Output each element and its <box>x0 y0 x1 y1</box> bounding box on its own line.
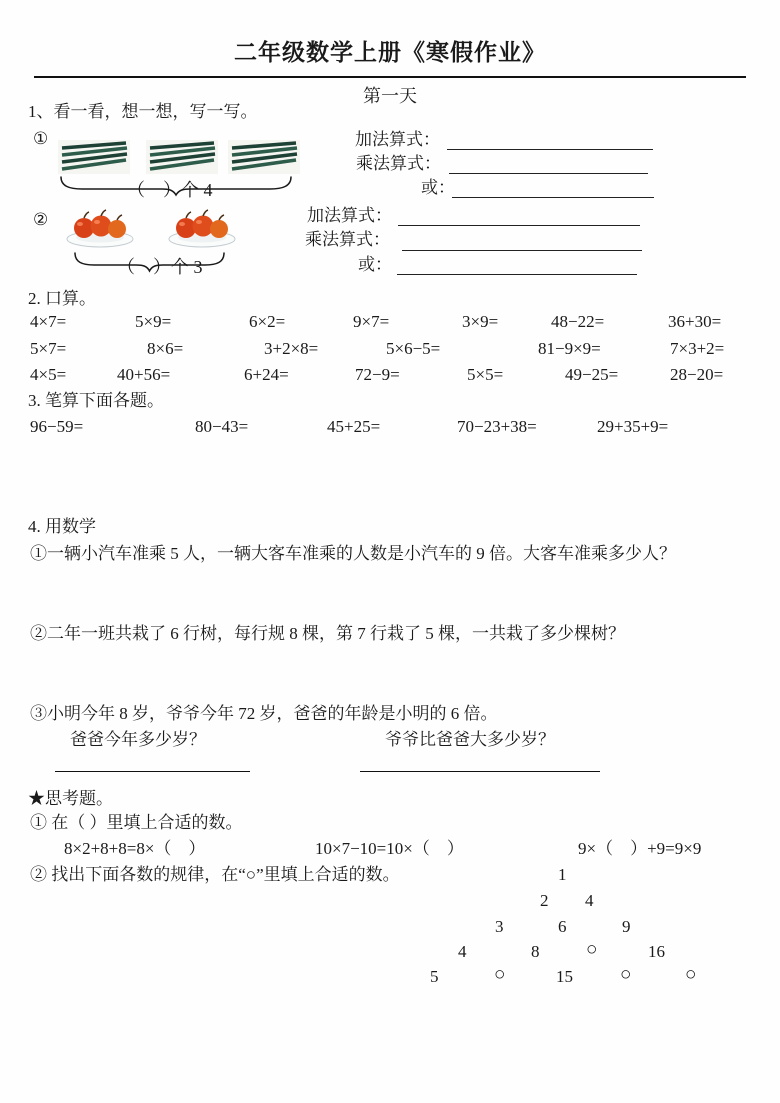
group1-or-label: 或： <box>421 178 455 197</box>
group1-caption: （ ）个 4 <box>127 180 213 200</box>
group2-mul-blank <box>402 250 642 251</box>
triangle-cell: 6 <box>558 917 567 936</box>
oral-problem: 8×6= <box>147 339 184 358</box>
oral-problem: 5×5= <box>467 365 504 384</box>
group1-or-blank <box>452 197 654 198</box>
group1-mul-label: 乘法算式： <box>356 154 441 173</box>
word-problem-3-sub1: 爸爸今年多少岁？ <box>70 730 206 749</box>
triangle-cell: 15 <box>556 967 573 986</box>
triangle-cell: 8 <box>531 942 540 961</box>
triangle-circle-blank: ○ <box>586 939 598 960</box>
oral-problem: 81−9×9= <box>538 339 601 358</box>
triangle-cell: 3 <box>495 917 504 936</box>
fill-blank-equation: 10×7−10=10×（ ） <box>315 839 464 858</box>
fill-blank-equation: 8×2+8+8=8×（ ） <box>64 839 206 858</box>
oral-problem: 3+2×8= <box>264 339 319 358</box>
oral-problem: 72−9= <box>355 365 400 384</box>
oral-problem: 5×9= <box>135 312 172 331</box>
group2-mul-label: 乘法算式： <box>305 230 390 249</box>
day-subtitle: 第一天 <box>363 86 417 106</box>
pencils-image-3 <box>228 140 300 174</box>
pencils-image-2 <box>146 140 218 174</box>
written-problem: 96−59= <box>30 417 84 436</box>
oral-problem: 28−20= <box>670 365 724 384</box>
oral-problem: 5×7= <box>30 339 67 358</box>
group1-number: ① <box>33 129 49 148</box>
section1-heading: 1、看一看，想一想，写一写。 <box>28 102 258 121</box>
apples-plate-image-1 <box>64 206 136 248</box>
written-problem: 80−43= <box>195 417 249 436</box>
group1-add-label: 加法算式： <box>355 130 440 149</box>
pencils-image-1 <box>58 140 130 174</box>
written-problem: 29+35+9= <box>597 417 669 436</box>
answer-line-2 <box>360 771 600 772</box>
triangle-cell: 4 <box>458 942 467 961</box>
triangle-circle-blank: ○ <box>620 964 632 985</box>
word-problem-2: ②二年一班共栽了 6 行树，每行规 8 棵，第 7 行栽了 5 棵，一共栽了多少棵树？ <box>30 624 625 643</box>
group2-or-label: 或： <box>358 255 392 274</box>
group2-add-label: 加法算式： <box>307 206 392 225</box>
written-problem: 45+25= <box>327 417 381 436</box>
oral-problem: 7×3+2= <box>670 339 725 358</box>
word-problem-3: ③小明今年 8 岁，爷爷今年 72 岁，爸爸的年龄是小明的 6 倍。 <box>30 704 498 723</box>
group2-or-blank <box>397 274 637 275</box>
oral-problem: 4×5= <box>30 365 67 384</box>
triangle-cell: 9 <box>622 917 631 936</box>
thinking-q2: ② 找出下面各数的规律，在“○”里填上合适的数。 <box>30 865 400 884</box>
triangle-circle-blank: ○ <box>685 964 697 985</box>
oral-problem: 40+56= <box>117 365 171 384</box>
apples-plate-image-2 <box>166 206 238 248</box>
oral-problem: 36+30= <box>668 312 722 331</box>
oral-problem: 5×6−5= <box>386 339 441 358</box>
group2-caption: （ ）个 3 <box>117 257 203 277</box>
group2-add-blank <box>398 225 640 226</box>
group2-number: ② <box>33 210 49 229</box>
triangle-cell: 2 <box>540 891 549 910</box>
written-problem: 70−23+38= <box>457 417 537 436</box>
section2-heading: 2. 口算。 <box>28 289 96 308</box>
title-divider <box>34 76 746 78</box>
word-problem-3-sub2: 爷爷比爸爸大多少岁？ <box>385 730 555 749</box>
triangle-cell: 5 <box>430 967 439 986</box>
word-problem-1: ①一辆小汽车准乘 5 人，一辆大客车准乘的人数是小汽车的 9 倍。大客车准乘多少人？ <box>30 544 676 563</box>
triangle-cell: 16 <box>648 942 665 961</box>
oral-problem: 49−25= <box>565 365 619 384</box>
oral-problem: 6×2= <box>249 312 286 331</box>
oral-problem: 48−22= <box>551 312 605 331</box>
oral-problem: 3×9= <box>462 312 499 331</box>
group1-mul-blank <box>449 173 648 174</box>
triangle-cell: 4 <box>585 891 594 910</box>
section3-heading: 3. 笔算下面各题。 <box>28 391 164 410</box>
oral-problem: 4×7= <box>30 312 67 331</box>
group1-add-blank <box>447 149 653 150</box>
oral-problem: 9×7= <box>353 312 390 331</box>
oral-problem: 6+24= <box>244 365 289 384</box>
thinking-q1: ① 在（ ）里填上合适的数。 <box>30 813 243 832</box>
answer-line-1 <box>55 771 250 772</box>
triangle-circle-blank: ○ <box>494 964 506 985</box>
triangle-cell: 1 <box>558 865 567 884</box>
fill-blank-equation: 9×（ ）+9=9×9 <box>578 839 702 858</box>
section4-heading: 4. 用数学 <box>28 517 96 536</box>
page-title: 二年级数学上册《寒假作业》 <box>234 39 546 65</box>
thinking-heading: ★思考题。 <box>28 789 113 808</box>
